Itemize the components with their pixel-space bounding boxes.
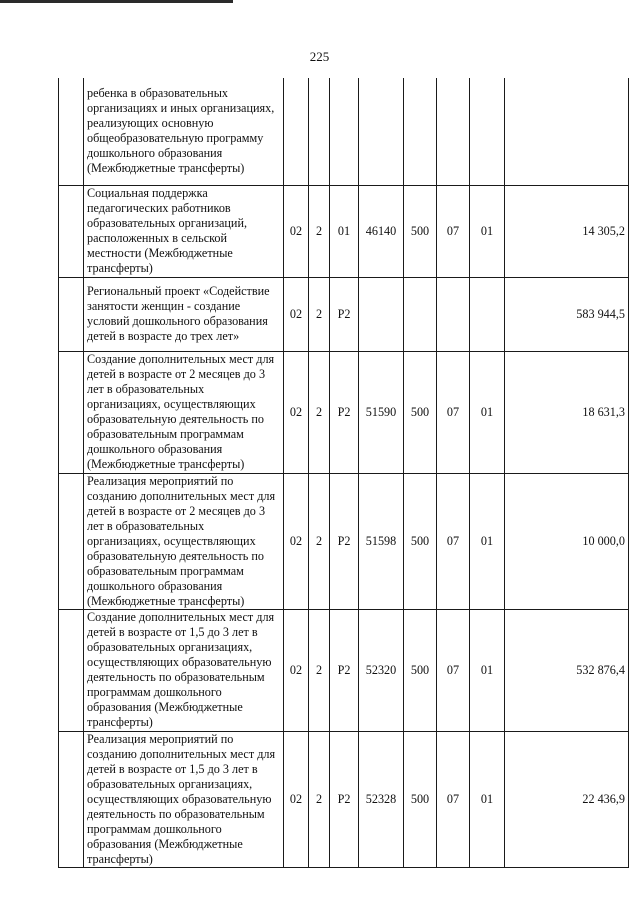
code-cell: 500 [404, 473, 437, 609]
code-cell: 02 [284, 351, 309, 473]
code-cell: 2 [309, 731, 330, 867]
amount-cell: 18 631,3 [505, 351, 629, 473]
table-row [59, 78, 629, 185]
code-cell: 51590 [359, 351, 404, 473]
amount-cell: 14 305,2 [505, 185, 629, 277]
row-name-cell: Реализация мероприятий по созданию дополнительных мест для детей в возрасте от 1,5 до 3 лет в образовательных организациях, осуществляющих образовательную деятельность по образовательным программам дошкольного образования (Межбюджетные трансферты) [84, 731, 284, 867]
code-cell: 51598 [359, 473, 404, 609]
code-cell [330, 78, 359, 185]
code-cell: Р2 [330, 731, 359, 867]
code-cell: 500 [404, 731, 437, 867]
code-cell [359, 277, 404, 351]
row-name-cell: Создание дополнительных мест для детей в возрасте от 1,5 до 3 лет в образовательных организациях, осуществляющих образовательную деятельность по образовательным программам дошкольного образования (Межбюджетные трансферты) [84, 609, 284, 731]
table-row [59, 185, 629, 277]
code-cell: 02 [284, 609, 309, 731]
code-cell [437, 78, 470, 185]
code-cell: 01 [470, 473, 505, 609]
code-cell: 01 [470, 609, 505, 731]
code-cell: 02 [284, 473, 309, 609]
code-cell: 500 [404, 185, 437, 277]
amount-cell: 583 944,5 [505, 277, 629, 351]
code-cell: 02 [284, 731, 309, 867]
table-row [59, 473, 629, 609]
row-name-cell: Создание дополнительных мест для детей в возрасте от 2 месяцев до 3 лет в образовательных организациях, осуществляющих образовательную деятельность по образовательным программам дошкольного образования (Межбюджетные трансферты) [84, 351, 284, 473]
table-row [59, 277, 629, 351]
code-cell: 46140 [359, 185, 404, 277]
code-cell: 07 [437, 609, 470, 731]
code-cell [404, 78, 437, 185]
row-name-cell: Социальная поддержка педагогических работников образовательных организаций, расположенных в сельской местности (Межбюджетные трансферты) [84, 185, 284, 277]
row-name-cell: ребенка в образовательных организациях и иных организациях, реализующих основную общеобразовательную программу дошкольного образования (Межбюджетные трансферты) [84, 78, 284, 185]
code-cell: 500 [404, 351, 437, 473]
row-number-cell [59, 351, 84, 473]
row-number-cell [59, 185, 84, 277]
page-number: 225 [309, 49, 330, 64]
amount-cell [505, 78, 629, 185]
row-number-cell [59, 78, 84, 185]
row-name-cell: Региональный проект «Содействие занятости женщин - создание условий дошкольного образования детей в возрасте до трех лет» [84, 277, 284, 351]
row-number-cell [59, 473, 84, 609]
code-cell: 01 [330, 185, 359, 277]
amount-cell: 22 436,9 [505, 731, 629, 867]
code-cell: Р2 [330, 473, 359, 609]
amount-cell: 532 876,4 [505, 609, 629, 731]
code-cell [284, 78, 309, 185]
code-cell [404, 277, 437, 351]
row-number-cell [59, 609, 84, 731]
code-cell: 01 [470, 351, 505, 473]
code-cell: 07 [437, 185, 470, 277]
code-cell: 2 [309, 277, 330, 351]
row-number-cell [59, 277, 84, 351]
code-cell: Р2 [330, 609, 359, 731]
top-rule [0, 0, 233, 3]
budget-table [58, 78, 629, 868]
table-row [59, 609, 629, 731]
code-cell: 07 [437, 731, 470, 867]
table-row [59, 351, 629, 473]
row-name-cell: Реализация мероприятий по созданию дополнительных мест для детей в возрасте от 2 месяцев до 3 лет в образовательных организациях, осуществляющих образовательную деятельность по образовательным программам дошкольного образования (Межбюджетные трансферты) [84, 473, 284, 609]
code-cell: 52328 [359, 731, 404, 867]
budget-table-body [59, 78, 629, 867]
code-cell [470, 277, 505, 351]
code-cell: 02 [284, 185, 309, 277]
table-row [59, 731, 629, 867]
code-cell: Р2 [330, 351, 359, 473]
code-cell: Р2 [330, 277, 359, 351]
code-cell: 2 [309, 185, 330, 277]
code-cell: 2 [309, 351, 330, 473]
code-cell: 01 [470, 731, 505, 867]
code-cell [470, 78, 505, 185]
code-cell: 52320 [359, 609, 404, 731]
code-cell: 07 [437, 351, 470, 473]
code-cell: 07 [437, 473, 470, 609]
code-cell: 02 [284, 277, 309, 351]
amount-cell: 10 000,0 [505, 473, 629, 609]
code-cell [309, 78, 330, 185]
code-cell [359, 78, 404, 185]
row-number-cell [59, 731, 84, 867]
code-cell: 01 [470, 185, 505, 277]
code-cell: 2 [309, 473, 330, 609]
code-cell: 2 [309, 609, 330, 731]
code-cell: 500 [404, 609, 437, 731]
code-cell [437, 277, 470, 351]
